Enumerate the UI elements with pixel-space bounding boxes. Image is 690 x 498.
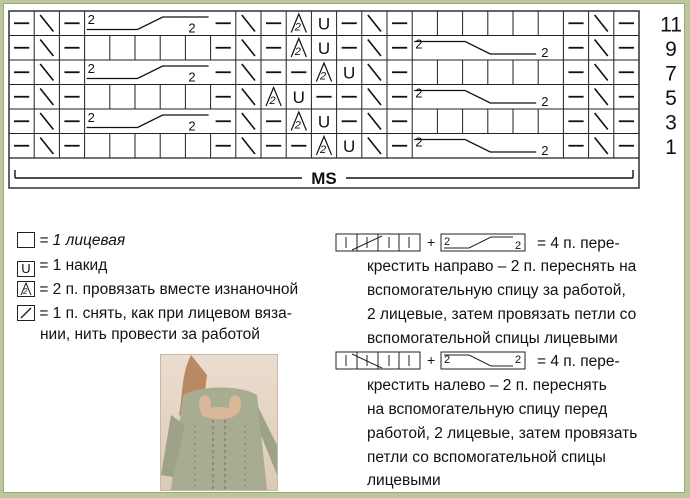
svg-text:2: 2 [444,236,451,248]
cable-digit: 2 [87,61,95,76]
cable-digit: 2 [188,118,196,134]
cable-digit: 2 [541,143,549,158]
yarn-over-mark: U [317,112,331,132]
p2tog-digit: 2 [294,46,301,58]
legend-slip-line2: нии, нить провести за работой [40,326,260,343]
slip-symbol-icon [17,305,35,321]
cross-left-line-4: петли со вспомогательной спицы [367,449,606,466]
row-number: 7 [665,62,677,86]
svg-text:+: + [427,352,436,368]
ms-label: MS [311,169,337,188]
p2tog-digit: 2 [319,70,327,83]
pattern-sheet [3,3,685,493]
row-number: 3 [665,111,677,135]
cable-digit: 2 [188,69,196,85]
svg-text:+: + [427,234,436,250]
sweater-photo [160,354,278,491]
cross-right-line-0: = 4 п. пере- [537,235,620,252]
yarn-over-symbol-icon: U [17,261,35,277]
p2tog-symbol-icon [17,281,35,297]
p2tog-digit: 2 [294,21,301,34]
yarn-over-mark: U [343,63,356,83]
legend-p2tog: 2 = 2 п. провязать вместе изнаночной [17,280,298,299]
cable-digit: 2 [87,12,95,27]
cable-digit: 2 [188,20,196,36]
cross-left-line-0: = 4 п. пере- [537,353,620,370]
cross-left-line-5: лицевыми [367,472,441,489]
p2tog-digit: 2 [294,119,301,132]
cable-digit: 2 [415,85,423,101]
cross-left-symbol-icon [334,350,534,372]
row-number: 1 [665,136,677,159]
cable-digit: 2 [541,94,549,109]
cross-left-line-2: на вспомогательную спицу перед [367,401,608,418]
cross-right-line-2: вспомогательную спицу за работой, [367,282,626,299]
cable-digit: 2 [415,134,423,150]
knit-symbol-icon [17,232,35,248]
cross-left-line-1: крестить налево – 2 п. переснять [367,377,607,394]
cross-right-line-3: 2 лицевые, затем провязать петли со [367,306,637,323]
cross-right-symbol-icon [334,232,534,254]
row-number: 11 [660,13,682,37]
p2tog-digit: 2 [269,95,276,107]
yarn-over-mark: U [292,87,305,107]
p2tog-digit: 2 [319,144,327,156]
svg-text:2: 2 [23,287,28,296]
legend-knit: = 1 лицевая [17,231,125,250]
legend-slip: = 1 п. снять, как при лицевом вяза- [17,304,292,323]
yarn-over-mark: U [317,38,331,58]
row-number: 9 [665,38,677,61]
cross-right-line-1: крестить направо – 2 п. переснять на [367,258,637,275]
svg-text:2: 2 [515,240,522,252]
cable-digit: 2 [541,45,549,60]
row-number: 5 [665,87,677,110]
cross-left-line-3: работой, 2 лицевые, затем провязать [367,425,638,442]
yarn-over-mark: U [317,14,331,34]
svg-text:2: 2 [515,354,522,366]
cable-digit: 2 [87,110,95,125]
legend-yo: U = 1 накид [17,256,107,277]
svg-text:2: 2 [444,354,451,366]
cross-right-line-4: вспомогательной спицы лицевыми [367,330,618,347]
yarn-over-mark: U [343,136,356,156]
cable-digit: 2 [415,36,423,52]
